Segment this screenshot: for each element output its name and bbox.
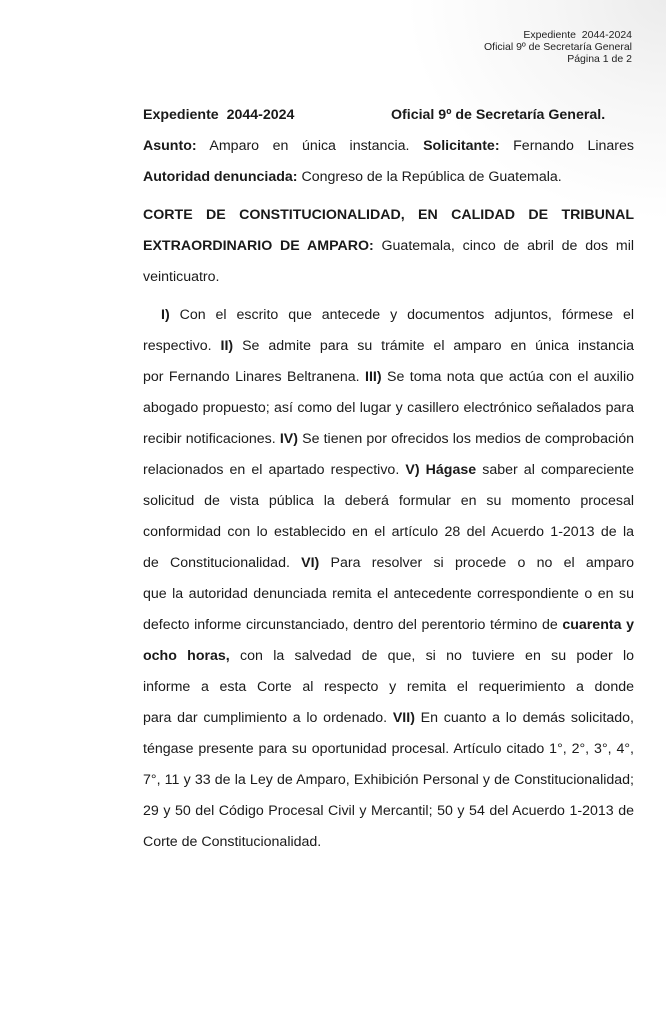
text: de Constitucionalidad. [143, 555, 302, 571]
document-body [143, 100, 634, 858]
resolution-line: 29 y 50 del Código Procesal Civil y Mercantil; 50 y 54 del Acuerdo 1-2013 de [143, 803, 634, 819]
authority-value: Congreso de la República de Guatemala. [297, 169, 562, 185]
text: Para resolver si procede o no el amparo [330, 555, 634, 571]
resolution-line: 7°, 11 y 33 de la Ley de Amparo, Exhibición Personal y de Constitucionalidad; [143, 772, 634, 788]
resolution-line [143, 610, 634, 641]
court-heading-bold: EXTRAORDINARIO DE AMPARO: [143, 238, 374, 254]
resolution-line: conformidad con lo establecido en el artículo 28 del Acuerdo 1-2013 de la [143, 524, 634, 540]
text: por Fernando Linares Beltranena. [143, 369, 366, 385]
emphasis: cuarenta y [562, 617, 634, 633]
resolution-line [143, 548, 634, 579]
text: defecto informe circunstanciado, dentro del perentorio término de [143, 617, 563, 633]
text: con la salvedad de que, si no tuviere en su poder lo [240, 648, 634, 664]
resolution-line [143, 641, 634, 672]
authority-line [143, 162, 634, 193]
court-heading-line-3: veinticuatro. [143, 269, 220, 285]
case-officer: Oficial 9º de Secretaría General. [391, 107, 606, 123]
resolution-line: informe a esta Corte al respecto y remita el requerimiento a donde [143, 679, 634, 695]
resolution-line [143, 424, 634, 455]
text: Con el escrito que antecede y documentos adjuntos, fórmese el [179, 307, 634, 323]
header-page-number: Página 1 de 2 [567, 53, 632, 65]
resolution-line: solicitud de vista pública la deberá formular en su momento procesal [143, 493, 634, 509]
subject-value: Amparo en única instancia. [196, 138, 424, 154]
resolution-line: abogado propuesto; así como del lugar y casillero electrónico señalados para [143, 400, 634, 416]
text: Se toma nota que actúa con el auxilio [387, 369, 634, 385]
resolution-line [143, 455, 634, 486]
court-heading-line-2 [143, 231, 634, 262]
text: relacionados en el apartado respectivo. [143, 462, 406, 478]
text: Se tienen por ofrecidos los medios de comprobación [297, 431, 634, 447]
court-heading-line-1: CORTE DE CONSTITUCIONALIDAD, EN CALIDAD DE TRIBUNAL [143, 207, 634, 223]
case-number: Expediente 2044-2024 [143, 107, 295, 123]
text: recibir notificaciones. [143, 431, 280, 447]
section-marker: III) [365, 369, 382, 385]
resolution-line [143, 362, 634, 393]
resolution-paragraph [143, 300, 634, 858]
section-marker: VI) [301, 555, 320, 571]
subject-line [143, 131, 634, 162]
emphasis: ocho horas, [143, 648, 230, 664]
applicant-value: Fernando Linares [513, 138, 634, 154]
section-marker: V) Hágase [405, 462, 477, 478]
text: saber al compareciente [482, 462, 634, 478]
section-marker: II) [220, 338, 234, 354]
text: para dar cumplimiento a lo ordenado. [143, 710, 393, 726]
resolution-line: Corte de Constitucionalidad. [143, 834, 322, 850]
subject-label: Asunto: [143, 138, 197, 154]
header-expediente: Expediente 2044-2024 [523, 29, 632, 41]
resolution-line [143, 703, 634, 734]
resolution-line [143, 331, 634, 362]
court-heading-date: Guatemala, cinco de abril de dos mil [373, 238, 634, 254]
text: Se admite para su trámite el amparo en única instancia [242, 338, 634, 354]
page-header [484, 29, 632, 65]
text: En cuanto a lo demás solicitado, [414, 710, 634, 726]
case-heading [143, 100, 634, 131]
resolution-line: téngase presente para su oportunidad procesal. Artículo citado 1°, 2°, 3°, 4°, [143, 741, 634, 757]
section-marker: VII) [392, 710, 415, 726]
resolution-line: que la autoridad denunciada remita el antecedente correspondiente o en su [143, 586, 634, 602]
resolution-line [143, 300, 634, 331]
applicant-label: Solicitante: [423, 138, 500, 154]
authority-label: Autoridad denunciada: [143, 169, 298, 185]
header-oficial: Oficial 9º de Secretaría General [484, 41, 632, 53]
section-marker: I) [161, 307, 170, 323]
section-marker: IV) [279, 431, 298, 447]
text: respectivo. [143, 338, 221, 354]
